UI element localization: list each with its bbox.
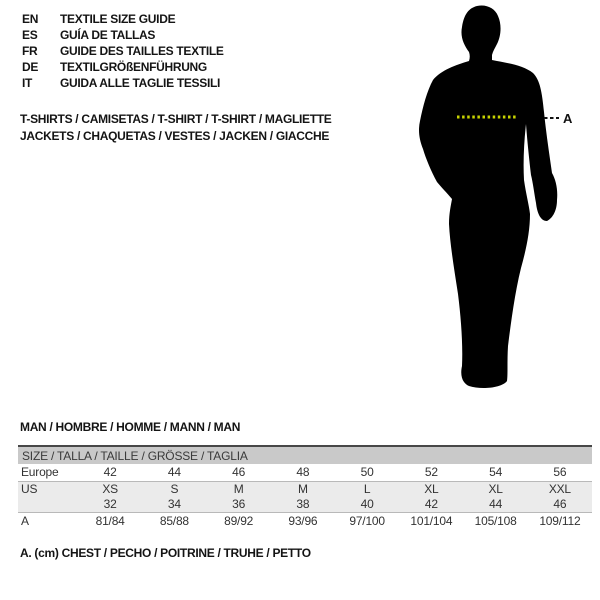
cell-chest-4: 93/96 bbox=[288, 513, 318, 528]
language-row-es bbox=[22, 27, 224, 43]
cell-chest-5: 97/100 bbox=[349, 513, 385, 528]
row-label-europe: Europe bbox=[18, 464, 78, 481]
cell-chest-2: 85/88 bbox=[159, 513, 189, 528]
language-code: FR bbox=[22, 44, 38, 58]
language-title: GUÍA DE TALLAS bbox=[60, 28, 156, 42]
cell-europe-8: 56 bbox=[528, 464, 592, 481]
cell-europe-1: 42 bbox=[78, 464, 142, 481]
cell-europe-5: 50 bbox=[335, 464, 399, 481]
cell-europe-3: 46 bbox=[207, 464, 271, 481]
cell-europe-2: 44 bbox=[142, 464, 206, 481]
man-silhouette bbox=[419, 5, 557, 388]
cell-chest-7: 105/108 bbox=[474, 513, 517, 528]
cell-chest-8: 109/112 bbox=[539, 513, 581, 528]
measure-footnote: A. (cm) CHEST / PECHO / POITRINE / TRUHE / PETTO bbox=[20, 546, 311, 560]
cell-us-7: XL bbox=[464, 481, 528, 497]
language-code: DE bbox=[22, 60, 39, 74]
section-title-man: MAN / HOMBRE / HOMME / MANN / MAN bbox=[20, 420, 241, 434]
cell-usnum-2: 34 bbox=[142, 497, 206, 512]
language-code: IT bbox=[22, 76, 33, 90]
table-row-us bbox=[18, 481, 592, 497]
cell-us-1: XS bbox=[78, 481, 142, 497]
language-code: EN bbox=[22, 12, 39, 26]
language-title: TEXTILGRÖßENFÜHRUNG bbox=[60, 60, 207, 74]
row-label-empty bbox=[18, 497, 78, 512]
cell-usnum-3: 36 bbox=[207, 497, 271, 512]
row-label-us: US bbox=[18, 481, 78, 497]
garment-categories bbox=[20, 112, 332, 146]
man-figure bbox=[380, 0, 600, 400]
category-line-jackets: JACKETS / CHAQUETAS / VESTES / JACKEN / GIACCHE bbox=[20, 129, 330, 143]
size-table-header: SIZE / TALLA / TAILLE / GRÖSSE / TAGLIA bbox=[18, 446, 592, 464]
cell-usnum-7: 44 bbox=[464, 497, 528, 512]
cell-usnum-5: 40 bbox=[335, 497, 399, 512]
language-row-en bbox=[22, 11, 224, 27]
cell-usnum-6: 42 bbox=[399, 497, 463, 512]
language-list bbox=[22, 11, 224, 91]
row-label-a: A bbox=[21, 513, 29, 528]
cell-usnum-8: 46 bbox=[528, 497, 592, 512]
cell-europe-6: 52 bbox=[399, 464, 463, 481]
size-table-header-row bbox=[18, 446, 592, 464]
cell-usnum-1: 32 bbox=[78, 497, 142, 512]
cell-chest-1: 81/84 bbox=[95, 513, 125, 528]
language-row-de bbox=[22, 59, 224, 75]
language-title: GUIDA ALLE TAGLIE TESSILI bbox=[60, 76, 221, 90]
cell-europe-4: 48 bbox=[271, 464, 335, 481]
category-line-tshirts: T-SHIRTS / CAMISETAS / T-SHIRT / T-SHIRT / MAGLIETTE bbox=[20, 112, 332, 126]
size-table bbox=[18, 445, 592, 529]
measure-label-a: A bbox=[563, 111, 573, 126]
table-row-chest bbox=[18, 512, 592, 529]
cell-europe-7: 54 bbox=[464, 464, 528, 481]
language-code: ES bbox=[22, 28, 38, 42]
cell-us-8: XXL bbox=[528, 481, 592, 497]
cell-us-6: XL bbox=[399, 481, 463, 497]
language-row-it bbox=[22, 75, 224, 91]
language-title: GUIDE DES TAILLES TEXTILE bbox=[60, 44, 224, 58]
table-row-us-numeric bbox=[18, 497, 592, 512]
cell-us-2: S bbox=[142, 481, 206, 497]
table-row-europe bbox=[18, 464, 592, 481]
language-row-fr bbox=[22, 43, 224, 59]
cell-chest-3: 89/92 bbox=[224, 513, 254, 528]
cell-us-3: M bbox=[207, 481, 271, 497]
cell-usnum-4: 38 bbox=[271, 497, 335, 512]
cell-us-4: M bbox=[271, 481, 335, 497]
language-title: TEXTILE SIZE GUIDE bbox=[60, 12, 176, 26]
cell-us-5: L bbox=[335, 481, 399, 497]
cell-chest-6: 101/104 bbox=[410, 513, 453, 528]
